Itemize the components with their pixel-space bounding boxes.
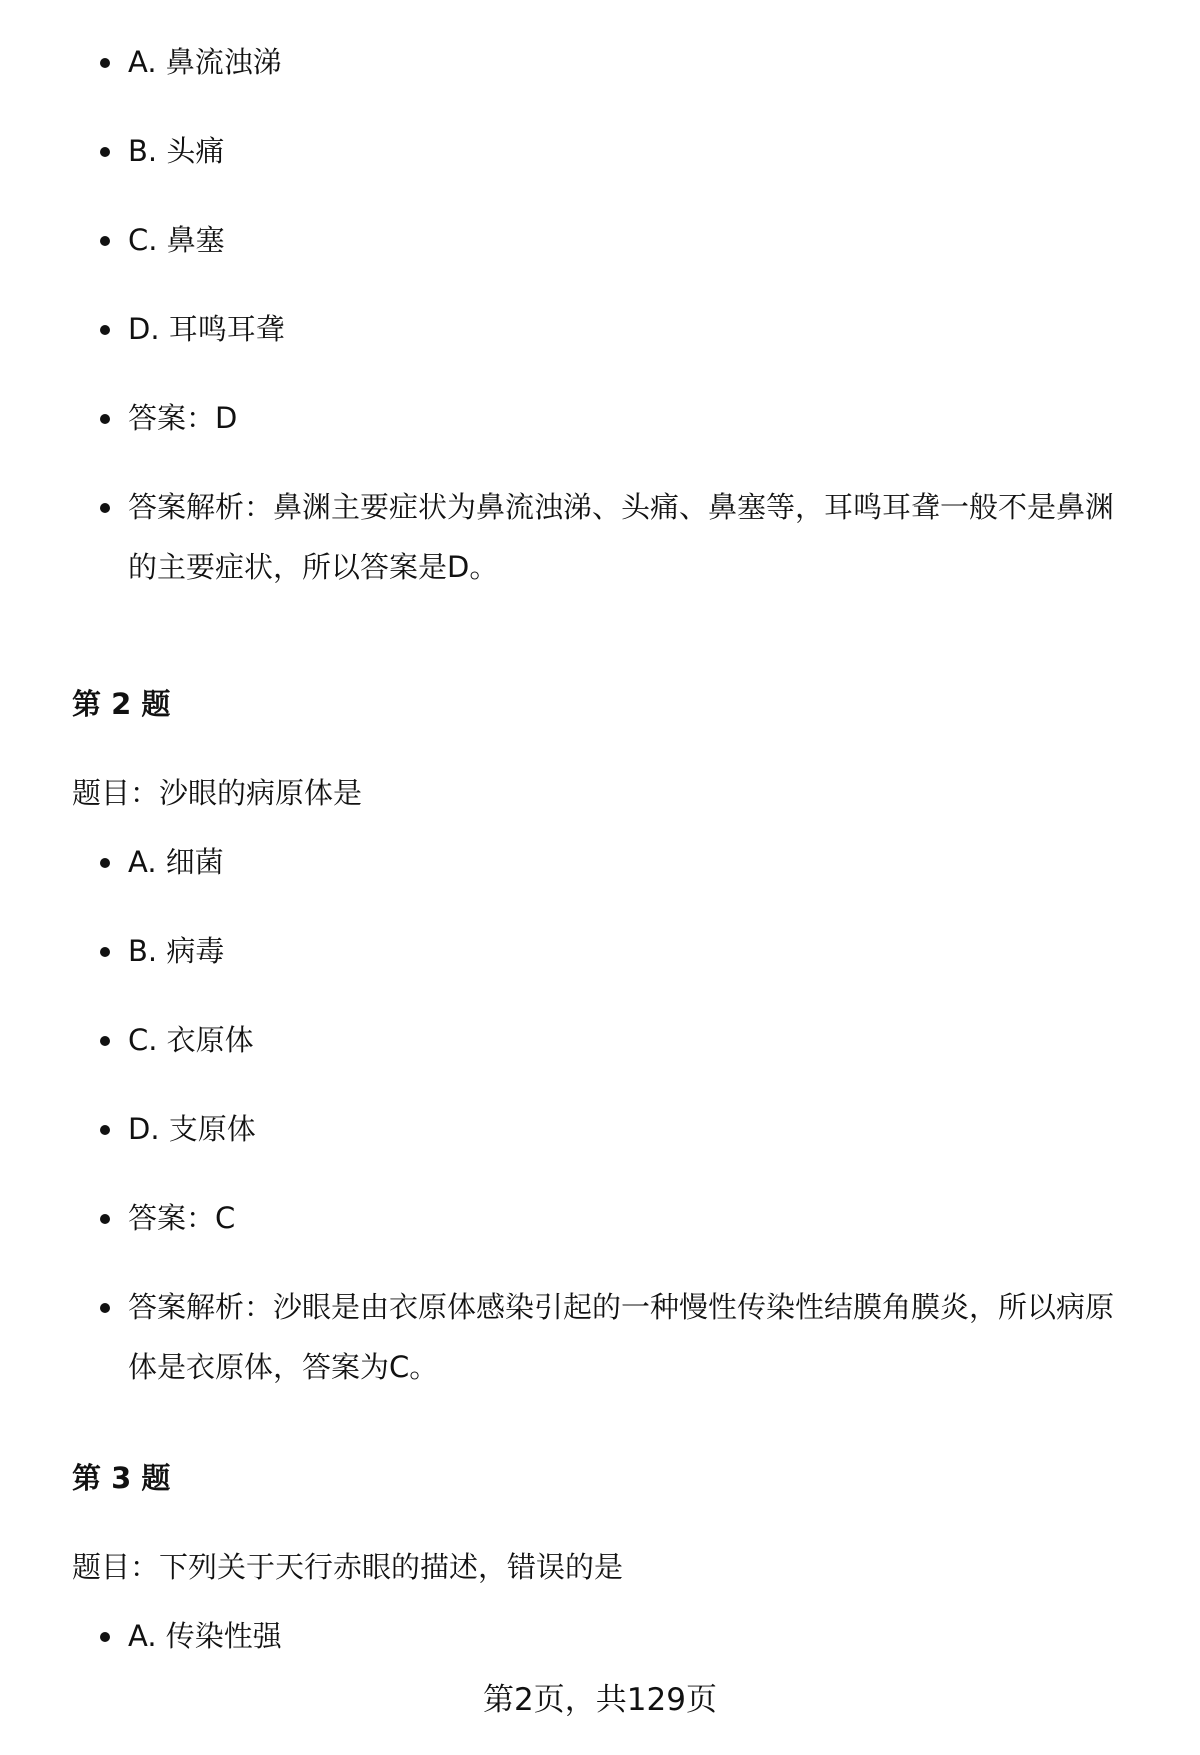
q2-analysis: [72, 1277, 1152, 1397]
q3-title: 第 3 题: [72, 1461, 171, 1495]
q1-analysis-line1: 答案解析：鼻渊主要症状为鼻流浊涕、头痛、鼻塞等，耳鸣耳聋一般不是鼻渊: [128, 490, 1115, 524]
q2-answer: 答案：C: [72, 1188, 1152, 1248]
q1-option-c-item: C. 鼻塞: [72, 210, 1152, 270]
q1-option-d-item: D. 耳鸣耳聋: [72, 299, 1152, 359]
q3-option-a: A. 传染性强: [72, 1606, 1152, 1666]
q1-option-a-item: A. 鼻流浊涕: [72, 32, 1152, 92]
q2-option-b: B. 病毒: [72, 921, 1152, 981]
q1-answer-item: 答案：D: [72, 388, 1152, 448]
q2-analysis-line1: 答案解析：沙眼是由衣原体感染引起的一种慢性传染性结膜角膜炎，所以病原: [128, 1290, 1115, 1324]
q3-stem: 题目：下列关于天行赤眼的描述，错误的是: [72, 1550, 624, 1584]
q2-option-d: D. 支原体: [72, 1099, 1152, 1159]
q2-option-a: A. 细菌: [72, 832, 1152, 892]
q2-analysis-line2: 体是衣原体，答案为C。: [128, 1350, 439, 1384]
q2-option-c: C. 衣原体: [72, 1010, 1152, 1070]
q1-analysis-line2: 的主要症状，所以答案是D。: [128, 550, 499, 584]
q2-title: 第 2 题: [72, 687, 171, 721]
page-indicator: 第2页，共129页: [483, 1682, 717, 1718]
q1-analysis-item: [72, 477, 1152, 597]
q2-stem: 题目：沙眼的病原体是: [72, 776, 363, 810]
q1-option-b-item: B. 头痛: [72, 121, 1152, 181]
